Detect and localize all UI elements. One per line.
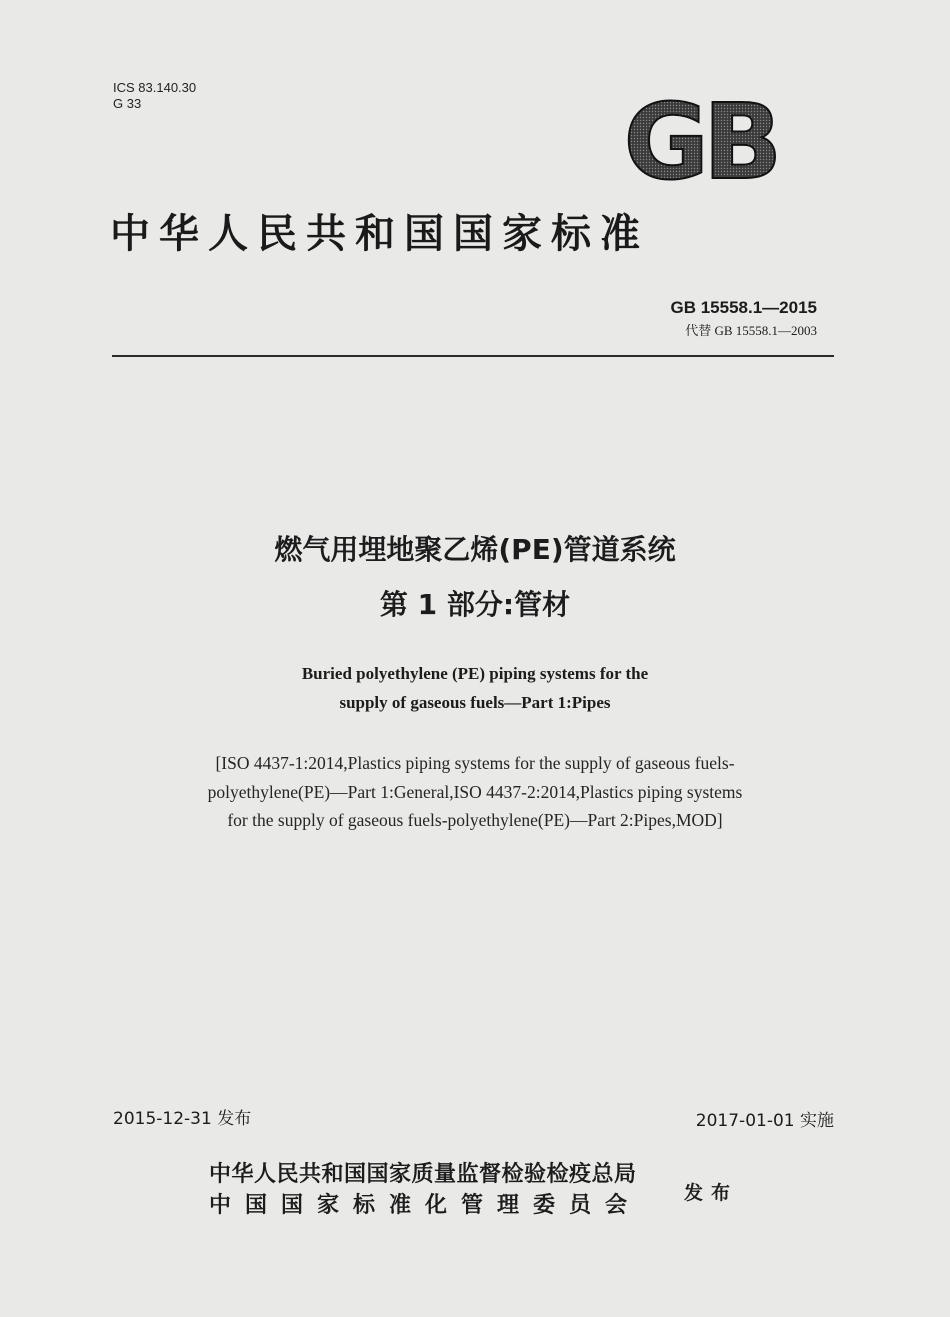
iso-reference-line1: [ISO 4437-1:2014,Plastics piping systems for the supply of gaseous fuels- (215, 753, 735, 773)
gb-logo-icon (612, 92, 788, 186)
iso-reference-line2: polyethylene(PE)—Part 1:General,ISO 4437-2:2014,Plastics piping systems (207, 782, 743, 802)
header-divider (112, 355, 834, 357)
standard-number-block (671, 298, 818, 339)
standard-number: GB 15558.1—2015 (670, 298, 817, 317)
title-en-line2: supply of gaseous fuels—Part 1:Pipes (339, 693, 611, 712)
replaces-standard: 代替 GB 15558.1—2003 (685, 323, 817, 338)
ics-classification (113, 80, 196, 112)
iso-reference-line3: for the supply of gaseous fuels-polyethylene(PE)—Part 2:Pipes,MOD] (227, 810, 723, 830)
issuer-aqsiq: 中华人民共和国国家质量监督检验检疫总局 (209, 1162, 637, 1187)
title-en-line1: Buried polyethylene (PE) piping systems for the (301, 664, 649, 683)
issue-date: 2015-12-31 发布 (113, 1109, 252, 1129)
ccs-code: G 33 (113, 96, 142, 111)
publish-label: 发布 (684, 1182, 739, 1204)
national-standard-title: 中华人民共和国国家标准 (110, 211, 649, 257)
title-cn-line2: 第 1 部分:管材 (379, 588, 571, 621)
title-cn-line1: 燃气用埋地聚乙烯(PE)管道系统 (274, 533, 676, 566)
ics-code: ICS 83.140.30 (113, 80, 197, 95)
svg-text:GB: GB (623, 92, 777, 186)
implementation-date: 2017-01-01 实施 (695, 1111, 834, 1131)
issuer-sac: 中国国家标准化管理委员会 (209, 1193, 642, 1218)
